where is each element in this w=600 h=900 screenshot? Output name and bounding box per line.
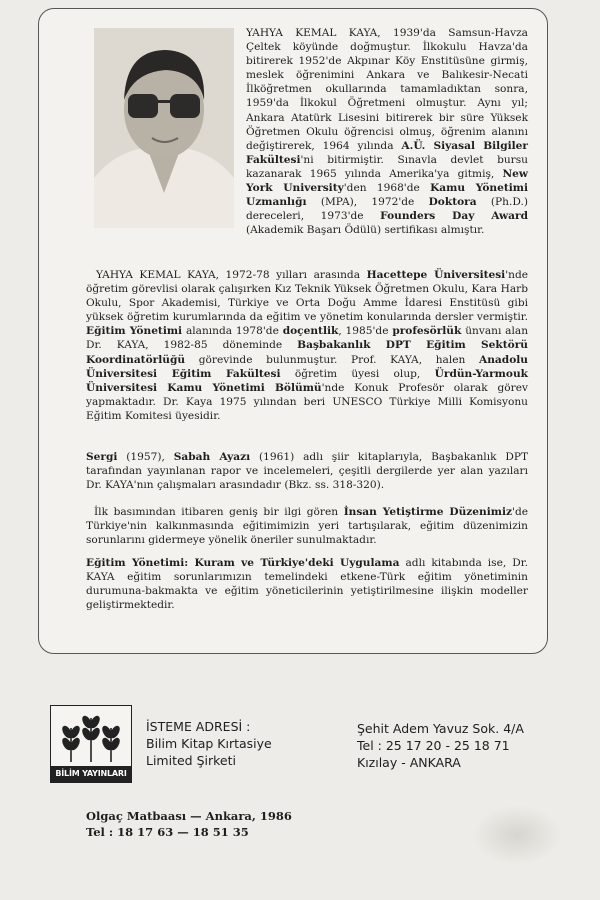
publisher-name-line-1: Bilim Kitap Kırtasiye bbox=[146, 736, 272, 751]
printer-line-2: Tel : 18 17 63 — 18 51 35 bbox=[86, 825, 249, 839]
order-label: İSTEME ADRESİ : bbox=[146, 719, 251, 734]
publisher-logo bbox=[50, 705, 132, 783]
bio-paragraph-4: İlk basımından itibaren geniş bir ilgi gören İnsan Yetiştirme Düzenimiz'de Türkiye'nin kalkınmasında eğitimimizin yeri tartışılarak, eğitim düzenimizin sorunlarını gidermeye yönelik öneriler sunulmaktadır. bbox=[86, 506, 528, 547]
street: Şehit Adem Yavuz Sok. 4/A bbox=[357, 721, 524, 736]
author-photo bbox=[94, 28, 234, 228]
wheat-icon bbox=[51, 706, 131, 766]
paper-stain bbox=[472, 805, 562, 865]
printer-info bbox=[86, 808, 292, 840]
publisher-name-line-2: Limited Şirketi bbox=[146, 753, 236, 768]
street-address bbox=[357, 720, 524, 771]
bio-paragraph-1: YAHYA KEMAL KAYA, 1939'da Samsun-Havza Çeltek köyünde doğmuştur. İlkokulu Havza'da bitirerek 1952'de Akpınar Köy Enstitüsüne girmiş, meslek öğrenimini Ankara ve Balıkesir-Necati İlköğretmen okullarında tamamladıktan sonra, 1959'da İlkokul Öğretmeni olmuştur. Aynı yıl; Ankara Atatürk Lisesini bitirerek bir süre Yüksek Öğretmen Okulu öğrencisi olmuş, öğrenim alanını değiştirerek, 1964 yılında A.Ü. Siyasal Bilgiler Fakültesi'ni bitirmiştir. Sınavla devlet bursu kazanarak 1965 yılında Amerika'ya gitmiş, New York University'den 1968'de Kamu Yönetimi Uzmanlığı (MPA), 1972'de Doktora (Ph.D.) dereceleri, 1973'de Founders Day Award (Akademik Başarı Ödülü) sertifikası almıştır. bbox=[246, 27, 529, 237]
order-address bbox=[146, 718, 272, 769]
city: Kızılay - ANKARA bbox=[357, 755, 461, 770]
bio-paragraph-2: YAHYA KEMAL KAYA, 1972-78 yılları arasında Hacettepe Üniversitesi'nde öğretim görevlisi olarak çalışırken Kız Teknik Yüksek Öğretmen Okulu, Kara Harb Okulu, Spor Akademisi, Türkiye ve Orta Doğu Amme İdaresi Enstitüsü gibi yüksek öğretim kurumlarında da eğitim ve yönetim konularında dersler vermiştir. Eğitim Yönetimi alanında 1978'de doçentlik, 1985'de profesörlük ünvanı alan Dr. KAYA, 1982-85 döneminde Başbakanlık DPT Eğitim Sektörü Koordinatörlüğü görevinde bulunmuştur. Prof. KAYA, halen Anadolu Üniversitesi Eğitim Fakültesi öğretim üyesi olup, Ürdün-Yarmouk Üniversitesi Kamu Yönetimi Bölümü'nde Konuk Profesör olarak görev yapmaktadır. Dr. Kaya 1975 yılından beri UNESCO Türkiye Milli Komisyonu Eğitim Komitesi üyesidir. bbox=[86, 269, 529, 422]
bio-paragraph-3: Sergi (1957), Sabah Ayazı (1961) adlı şiir kitaplarıyla, Başbakanlık DPT tarafından yayınlanan rapor ve incelemeleri, çeşitli dergilerde yer alan yazıları Dr. KAYA'nın çalışmaları arasındadır (Bkz. ss. 318-320). bbox=[86, 451, 529, 492]
phone: Tel : 25 17 20 - 25 18 71 bbox=[357, 738, 510, 753]
bio-paragraph-5: Eğitim Yönetimi: Kuram ve Türkiye'deki Uygulama adlı kitabında ise, Dr. KAYA eğitim sorunlarımızın temelindeki etkene-Türk eğitim yönetiminin durumuna-bakmakta ve eğitim yöneticilerinin yetiştirilmesine ilişkin modeller geliştirmektedir. bbox=[86, 557, 529, 612]
printer-line-1: Olgaç Matbaası — Ankara, 1986 bbox=[86, 809, 292, 823]
logo-text: BİLİM YAYINLARI bbox=[51, 766, 131, 782]
